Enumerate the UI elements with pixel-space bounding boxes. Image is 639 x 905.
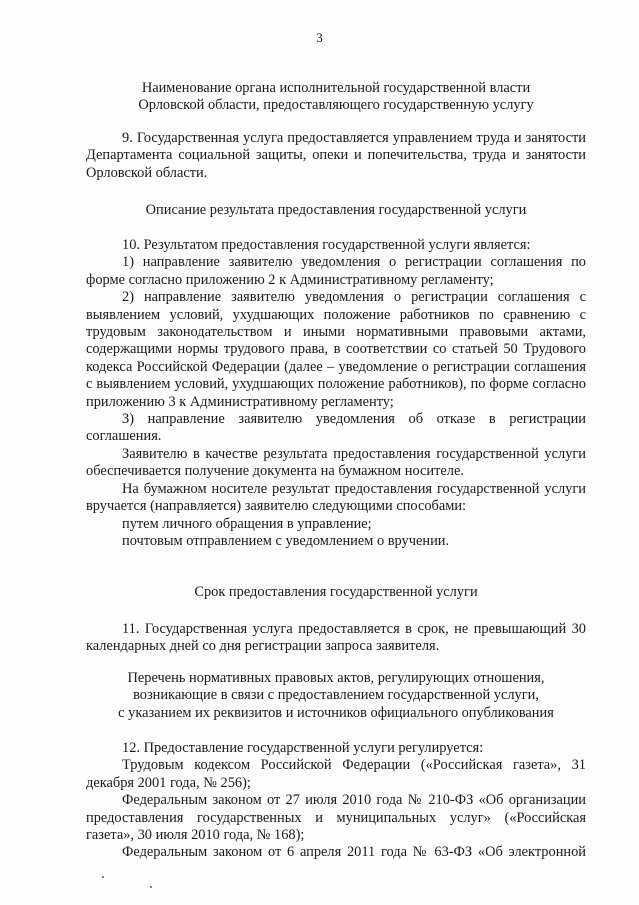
section-title-line: возникающие в связи с предоставлением государственной услуги,: [133, 687, 539, 704]
paragraph-10-intro: 10. Результатом предоставления государственной услуги является:: [122, 237, 531, 253]
section-title-result: Описание результата предоставления государственной услуги: [145, 202, 527, 218]
section-title-legal-acts: [86, 670, 586, 722]
page-number: 3: [316, 30, 323, 45]
result-item-3: 3) направление заявителю уведомления об отказе в регистрации соглашения.: [86, 411, 586, 445]
result-item-2: 2) направление заявителю уведомления о регистрации соглашения с выявлением условий, ухудшающих положение работников по сравнению с трудовым законодательством и иными нормативными правовыми актами, содержащими нормы трудового права, в соответствии со статьей 50 Трудового кодекса Российской Федерации (далее – уведомление о регистрации соглашения с выявлением условий, ухудшающих положение работников), по форме согласно приложению 3 к Административному регламенту;: [86, 289, 586, 410]
scan-speck: [102, 876, 104, 878]
delivery-method-personal: путем личного обращения в управление;: [122, 515, 372, 532]
section-title-authority: [86, 80, 586, 115]
legal-act-labor-code: Трудовым кодексом Российской Федерации («Российская газета», 31 декабря 2001 года, № 256);: [86, 757, 586, 791]
section-title-line: Орловской области, предоставляющего государственную услугу: [138, 97, 534, 114]
section-title-line: Перечень нормативных правовых актов, регулирующих отношения,: [127, 670, 545, 686]
result-item-1: 1) направление заявителю уведомления о регистрации соглашения по форме согласно приложению 2 к Административному регламенту;: [86, 254, 586, 288]
legal-act-210-fz: Федеральным законом от 27 июля 2010 года № 210-ФЗ «Об организации предоставления государственных и муниципальных услуг» («Российская газета», 30 июля 2010 года, № 168);: [86, 792, 586, 844]
paragraph-10: [86, 237, 586, 550]
delivery-methods-intro: На бумажном носителе результат предоставления государственной услуги вручается (направляется) заявителю следующими способами:: [86, 480, 586, 515]
paragraph-9: 9. Государственная услуга предоставляется управлением труда и занятости Департамента социальной защиты, опеки и попечительства, труда и занятости Орловской области.: [86, 130, 586, 181]
section-title-line: с указанием их реквизитов и источников официального опубликования: [118, 704, 554, 721]
result-paper-note: Заявителю в качестве результата предоставления государственной услуги обеспечивается получение документа на бумажном носителе.: [86, 445, 586, 480]
legal-act-63-fz: Федеральным законом от 6 апреля 2011 года № 63-ФЗ «Об электронной: [122, 844, 586, 861]
scan-speck: [150, 886, 152, 888]
paragraph-12: [86, 740, 586, 862]
delivery-method-mail: почтовым отправлением с уведомлением о вручении.: [122, 532, 450, 549]
section-title-line: Наименование органа исполнительной государственной власти: [141, 80, 531, 96]
paragraph-12-intro: 12. Предоставление государственной услуги регулируется:: [122, 740, 484, 756]
section-title-term: Срок предоставления государственной услуги: [194, 584, 478, 600]
paragraph-11: 11. Государственная услуга предоставляется в срок, не превышающий 30 календарных дней со дня регистрации запроса заявителя.: [86, 621, 586, 655]
